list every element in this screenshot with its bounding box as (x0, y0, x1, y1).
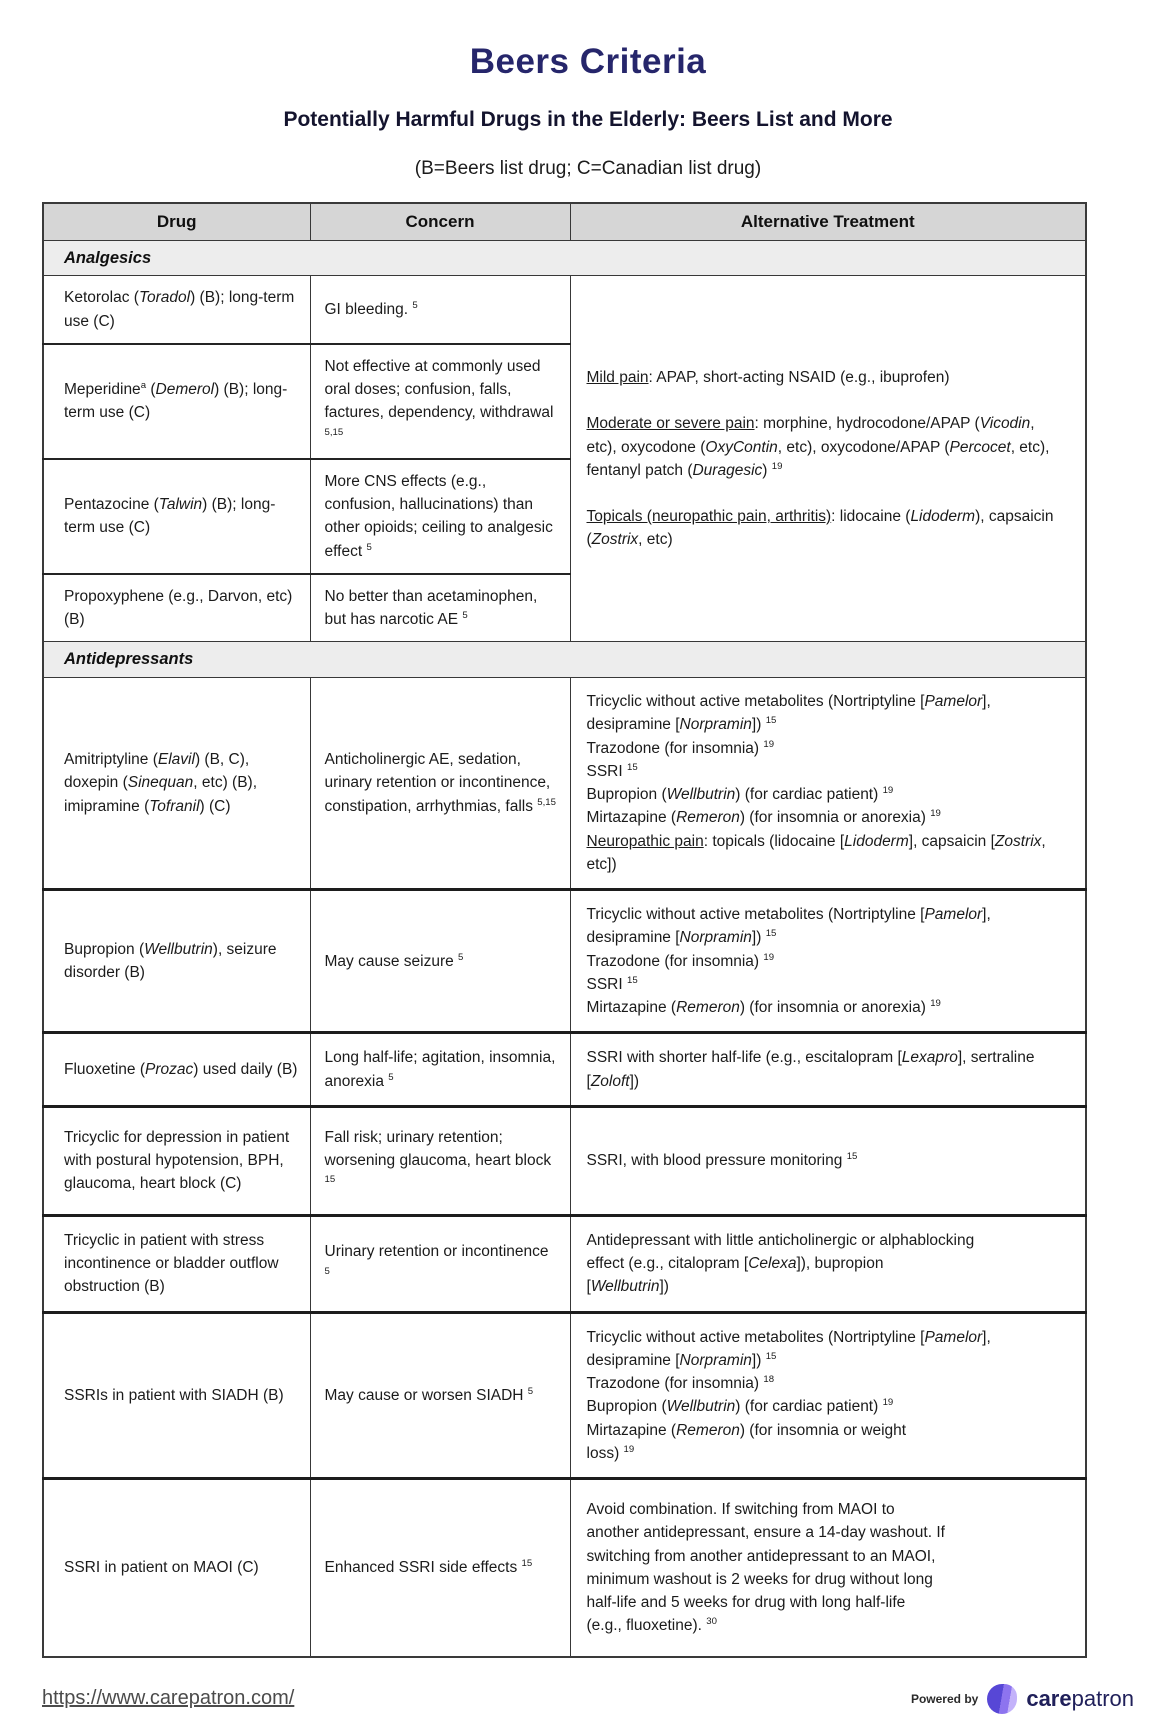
page-footer (42, 1684, 1134, 1714)
table-row (43, 1312, 1086, 1479)
concern-cell: May cause seizure $^5$ (310, 890, 570, 1033)
section-header-antidepressants (43, 642, 1086, 678)
drug-cell: Tricyclic in patient with stress incontinence or bladder outflow obstruction (B) (43, 1215, 310, 1312)
powered-by-label: Powered by (910, 1691, 979, 1706)
concern-cell: GI bleeding. $^5$ (310, 276, 570, 344)
drug-cell: SSRI in patient on MAOI (C) (43, 1479, 310, 1657)
table-row (43, 678, 1086, 890)
concern-cell: Long half-life; agitation, insomnia, anorexia $^5$ (310, 1033, 570, 1107)
drug-cell: Bupropion (Wellbutrin), seizure disorder (B) (43, 890, 310, 1033)
powered-by-block (911, 1684, 1134, 1714)
concern-cell: Urinary retention or incontinence $^5$ (310, 1215, 570, 1312)
drug-cell: Amitriptyline (Elavil) (B, C), doxepin (Sinequan, etc) (B), imipramine (Tofranil) (C) (43, 678, 310, 890)
alternative-cell: Antidepressant with little anticholinergic or alphablocking effect (e.g., citalopram [Celexa]), bupropion [Wellbutrin]) (570, 1215, 1086, 1312)
drug-cell: Meperidine$^a$ (Demerol) (B); long-term use (C) (43, 344, 310, 459)
concern-cell: May cause or worsen SIADH $^5$ (310, 1312, 570, 1479)
drug-cell: SSRIs in patient with SIADH (B) (43, 1312, 310, 1479)
table-header-row (43, 203, 1086, 240)
footer-url-link[interactable]: https://www.carepatron.com/ (42, 1687, 295, 1709)
drug-cell: Tricyclic for depression in patient with postural hypotension, BPH, glaucoma, heart block (C) (43, 1106, 310, 1215)
concern-cell: Fall risk; urinary retention; worsening glaucoma, heart block $^{15}$ (310, 1106, 570, 1215)
concern-cell: No better than acetaminophen, but has narcotic AE $^5$ (310, 574, 570, 642)
alternative-cell: Tricyclic without active metabolites (Nortriptyline [Pamelor], desipramine [Norpramin]) $^{15}$ Trazodone (for insomnia) $^{18}$ Bupropion (Wellbutrin) (for cardiac patient) $^{19}$ Mirtazapine (Remeron) (for insomnia or weight loss) $^{19}$ (570, 1312, 1086, 1479)
concern-cell: Anticholinergic AE, sedation, urinary retention or incontinence, constipation, arrhythmias, falls $^{5,15}$ (310, 678, 570, 890)
drug-cell: Ketorolac (Toradol) (B); long-term use (C) (43, 276, 310, 344)
section-label: Antidepressants (43, 642, 1086, 678)
section-header-analgesics (43, 240, 1086, 276)
concern-cell: Not effective at commonly used oral doses; confusion, falls, factures, dependency, withdrawal $^{5,15}$ (310, 344, 570, 459)
alternative-cell-shared: Mild pain: APAP, short-acting NSAID (e.g., ibuprofen) Moderate or severe pain: morphine, hydrocodone/APAP (Vicodin, etc), oxycodone (OxyContin, etc), oxycodone/APAP (Percocet, etc), fentanyl patch (Duragesic) $^{19}$ Topicals (neuropathic pain, arthritis): lidocaine (Lidoderm), capsaicin (Zostrix, etc) (570, 276, 1086, 642)
carepatron-logo-icon (987, 1684, 1017, 1714)
column-header-alternative: Alternative Treatment (570, 203, 1086, 240)
page-subtitle: Potentially Harmful Drugs in the Elderly: Beers List and More (283, 108, 893, 131)
alternative-cell: SSRI with shorter half-life (e.g., escitalopram [Lexapro], sertraline [Zoloft]) (570, 1033, 1086, 1107)
concern-cell: More CNS effects (e.g., confusion, hallucinations) than other opioids; ceiling to analgesic effect $^5$ (310, 459, 570, 574)
column-header-concern: Concern (310, 203, 570, 240)
table-row (43, 1106, 1086, 1215)
section-label: Analgesics (43, 240, 1086, 276)
table-row (43, 276, 1086, 344)
legend-note: (B=Beers list drug; C=Canadian list drug) (414, 158, 762, 179)
alternative-cell: Avoid combination. If switching from MAOI to another antidepressant, ensure a 14-day washout. If switching from another antidepressant to an MAOI, minimum washout is 2 weeks for drug without long half-life and 5 weeks for drug with long half-life (e.g., fluoxetine). $^{30}$ (570, 1479, 1086, 1657)
drug-cell: Propoxyphene (e.g., Darvon, etc) (B) (43, 574, 310, 642)
beers-criteria-table (42, 202, 1087, 1658)
alternative-cell: Tricyclic without active metabolites (Nortriptyline [Pamelor], desipramine [Norpramin]) $^{15}$ Trazodone (for insomnia) $^{19}$ SSRI $^{15}$ Mirtazapine (Remeron) (for insomnia or anorexia) $^{19}$ (570, 890, 1086, 1033)
drug-cell: Pentazocine (Talwin) (B); long-term use (C) (43, 459, 310, 574)
table-row (43, 890, 1086, 1033)
drug-cell: Fluoxetine (Prozac) used daily (B) (43, 1033, 310, 1107)
table-row (43, 1215, 1086, 1312)
carepatron-wordmark: carepatron (1026, 1685, 1134, 1711)
page-title: Beers Criteria (469, 42, 707, 81)
concern-cell: Enhanced SSRI side effects $^{15}$ (310, 1479, 570, 1657)
alternative-cell: Tricyclic without active metabolites (Nortriptyline [Pamelor], desipramine [Norpramin]) $^{15}$ Trazodone (for insomnia) $^{19}$ SSRI $^{15}$ Bupropion (Wellbutrin) (for cardiac patient) $^{19}$ Mirtazapine (Remeron) (for insomnia or anorexia) $^{19}$ Neuropathic pain: topicals (lidocaine [Lidoderm], capsaicin [Zostrix, etc]) (570, 678, 1086, 890)
table-row (43, 1033, 1086, 1107)
column-header-drug: Drug (43, 203, 310, 240)
alternative-cell: SSRI, with blood pressure monitoring $^{15}$ (570, 1106, 1086, 1215)
